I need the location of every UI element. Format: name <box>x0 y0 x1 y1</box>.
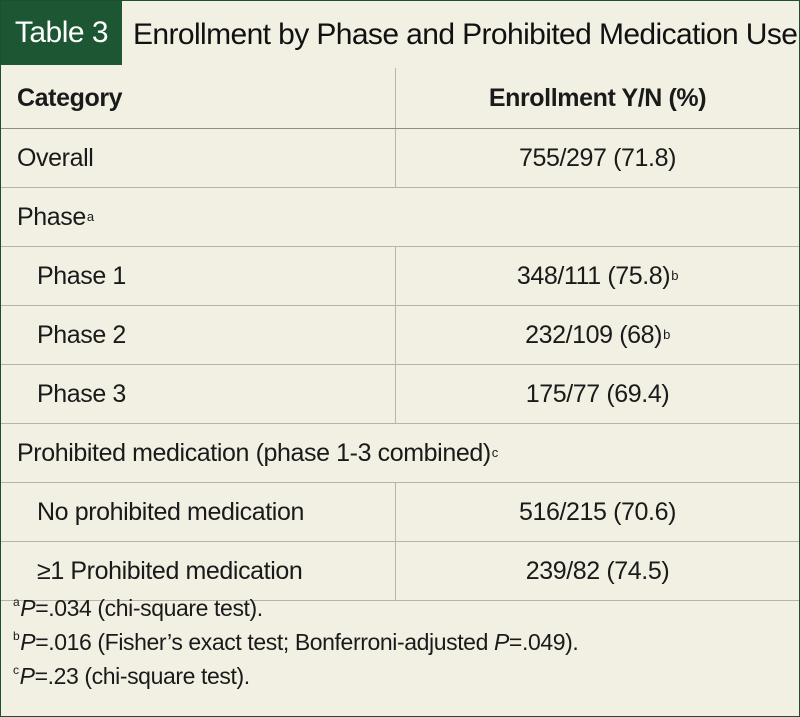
footnote-text: =.049). <box>508 629 579 655</box>
row-label: Overall <box>1 129 396 187</box>
row-value: 755/297 (71.8) <box>518 143 677 172</box>
section-row-phase <box>1 188 799 247</box>
row-label: No prohibited medication <box>1 483 396 541</box>
section-label: Prohibited medication (phase 1-3 combined) c <box>17 438 498 467</box>
column-header-row <box>1 68 799 129</box>
row-value: 348/111 (75.8) b <box>516 261 679 290</box>
footnotes <box>1 583 799 693</box>
footnote-marker: b <box>13 629 20 643</box>
p-symbol: P <box>20 629 36 655</box>
row-value: 239/82 (74.5) <box>525 556 670 585</box>
row-value-text: 348/111 (75.8) <box>516 261 671 290</box>
column-header-enrollment: Enrollment Y/N (%) <box>488 83 707 112</box>
row-value: 232/109 (68) b <box>525 320 670 349</box>
footnote-b <box>13 625 799 659</box>
section-label: Phase a <box>17 202 94 231</box>
row-value-text: 232/109 (68) <box>525 320 663 349</box>
footnote-text: =.23 (chi-square test). <box>34 663 250 689</box>
row-label: ≥1 Prohibited medication <box>1 542 396 600</box>
footnote-text: =.016 (Fisher’s exact test; Bonferroni-adjusted <box>35 629 494 655</box>
p-symbol: P <box>20 595 36 621</box>
footnote-marker: c <box>13 663 19 677</box>
column-header-category: Category <box>1 68 396 128</box>
table-row <box>1 306 799 365</box>
table-row <box>1 365 799 424</box>
row-label: Phase 2 <box>1 306 396 364</box>
section-row-prohibited-medication <box>1 424 799 483</box>
footnote-text: =.034 (chi-square test). <box>35 595 263 621</box>
table-row <box>1 129 799 188</box>
table-title: Enrollment by Phase and Prohibited Medication Use <box>133 18 798 51</box>
section-label-text: Phase <box>17 202 86 231</box>
row-value: 175/77 (69.4) <box>525 379 670 408</box>
footnote-a <box>13 591 799 625</box>
table-row <box>1 247 799 306</box>
footnote-marker: a <box>13 595 20 609</box>
section-label-text: Prohibited medication (phase 1-3 combined) <box>17 438 491 467</box>
p-symbol: P <box>19 663 35 689</box>
footnote-c <box>13 659 799 693</box>
row-value: 516/215 (70.6) <box>518 497 677 526</box>
row-label: Phase 1 <box>1 247 396 305</box>
p-symbol: P <box>493 629 509 655</box>
row-label: Phase 3 <box>1 365 396 423</box>
table-row <box>1 483 799 542</box>
data-table <box>1 68 799 601</box>
table-number-badge: Table 3 <box>1 1 122 65</box>
table-header <box>1 1 799 65</box>
